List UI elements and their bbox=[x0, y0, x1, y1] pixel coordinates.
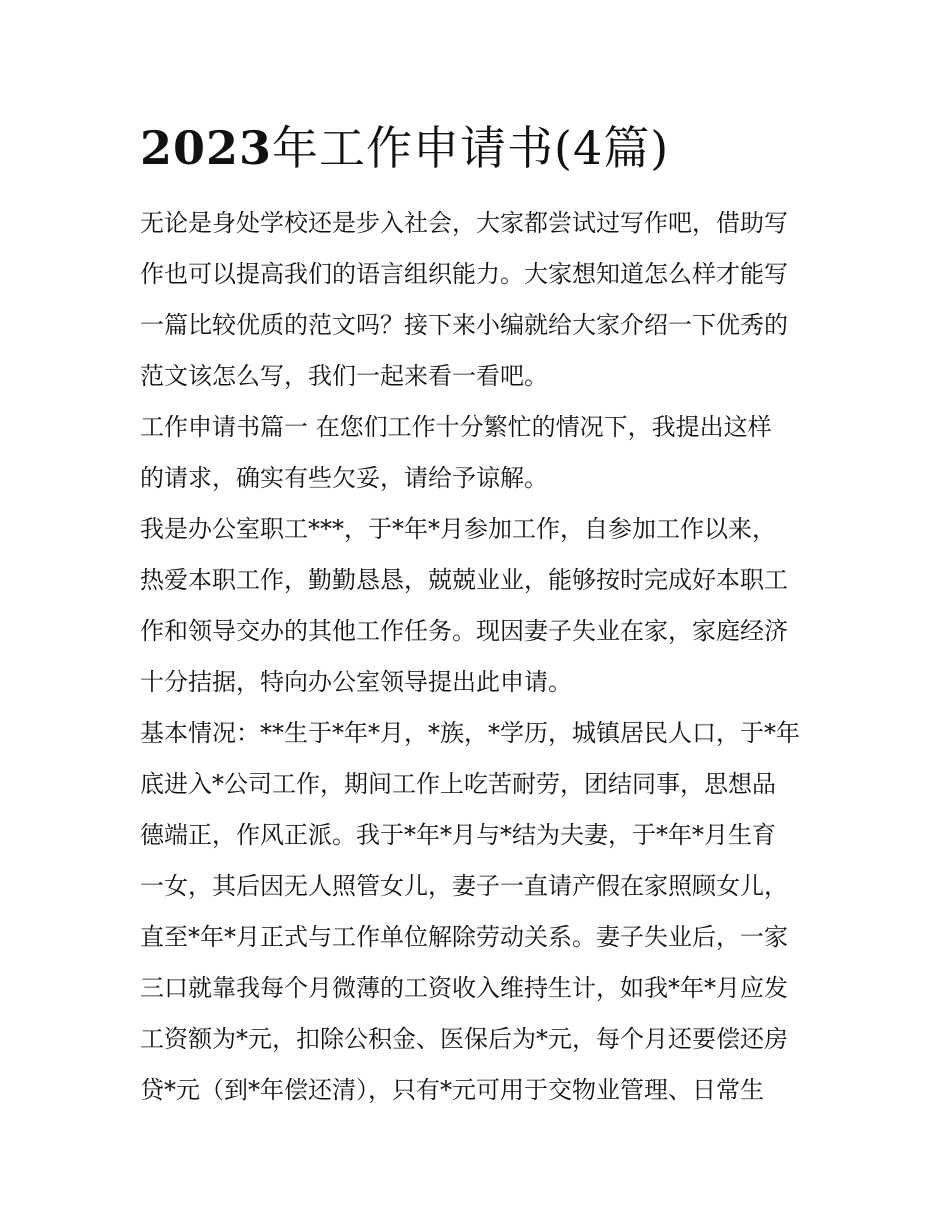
text-line: 的请求，确实有些欠妥，请给予谅解。 bbox=[140, 464, 548, 492]
text-line: 作也可以提高我们的语言组织能力。大家想知道怎么样才能写 bbox=[140, 260, 788, 288]
document-title bbox=[140, 120, 669, 176]
text-line: 直至*年*月正式与工作单位解除劳动关系。妻子失业后，一家 bbox=[140, 923, 788, 951]
paragraph-intro bbox=[140, 198, 812, 402]
text-line: 基本情况：**生于*年*月，*族，*学历，城镇居民人口，于*年 bbox=[140, 719, 800, 747]
title-year: 2023 bbox=[140, 121, 273, 175]
text-line: 底进入*公司工作，期间工作上吃苦耐劳，团结同事，思想品 bbox=[140, 770, 776, 798]
text-line: 我是办公室职工***，于*年*月参加工作，自参加工作以来， bbox=[140, 515, 776, 543]
text-line: 工作申请书篇一 在您们工作十分繁忙的情况下，我提出这样 bbox=[140, 413, 772, 441]
text-line: 三口就靠我每个月微薄的工资收入维持生计，如我*年*月应发 bbox=[140, 974, 788, 1002]
paragraph-section-one bbox=[140, 402, 812, 504]
text-line: 德端正，作风正派。我于*年*月与*结为夫妻，于*年*月生育 bbox=[140, 821, 776, 849]
paragraph-self-intro bbox=[140, 504, 812, 708]
text-line: 一女，其后因无人照管女儿，妻子一直请产假在家照顾女儿， bbox=[140, 872, 788, 900]
document-body bbox=[140, 198, 812, 1116]
text-line: 热爱本职工作，勤勤恳恳，兢兢业业，能够按时完成好本职工 bbox=[140, 566, 788, 594]
text-line: 十分拮据，特向办公室领导提出此申请。 bbox=[140, 668, 572, 696]
title-text: 年工作申请书(4篇) bbox=[272, 121, 670, 175]
text-line: 贷*元（到*年偿还清），只有*元可用于交物业管理、日常生 bbox=[140, 1076, 764, 1104]
text-line: 范文该怎么写，我们一起来看一看吧。 bbox=[140, 362, 548, 390]
text-line: 无论是身处学校还是步入社会，大家都尝试过写作吧，借助写 bbox=[140, 209, 788, 237]
paragraph-basic-info bbox=[140, 708, 812, 1116]
text-line: 工资额为*元，扣除公积金、医保后为*元，每个月还要偿还房 bbox=[140, 1025, 788, 1053]
text-line: 作和领导交办的其他工作任务。现因妻子失业在家，家庭经济 bbox=[140, 617, 788, 645]
text-line: 一篇比较优质的范文吗？接下来小编就给大家介绍一下优秀的 bbox=[140, 311, 788, 339]
